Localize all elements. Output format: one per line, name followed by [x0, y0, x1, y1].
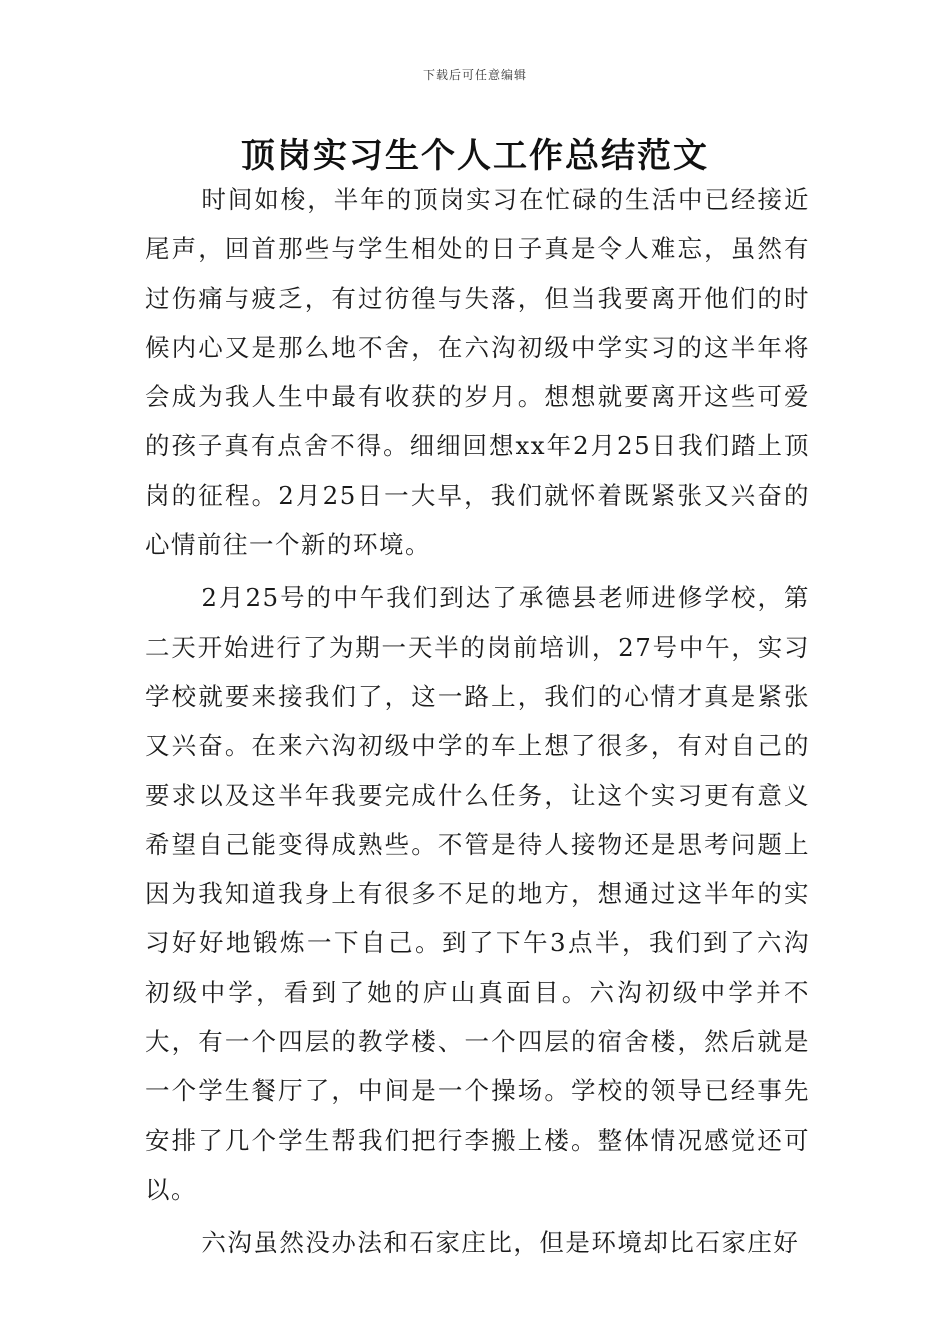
- paragraph: 六沟虽然没办法和石家庄比，但是环境却比石家庄好: [201, 1228, 800, 1258]
- document-title: 顶岗实习生个人工作总结范文: [241, 136, 709, 176]
- paragraph: 时间如梭，半年的顶岗实习在忙碌的生活中已经接近尾声，回首那些与学生相处的日子真是令人难忘，虽然有过伤痛与疲乏，有过彷徨与失落，但当我要离开他们的时候内心又是那么地不舍，在六沟初级中学实习的这半年将会成为我人生中最有收获的岁月。想想就要离开这些可爱的孩子真有点舍不得。细细回想xx年2月25日我们踏上顶岗的征程。2月25日一大早，我们就怀着既紧张又兴奋的心情前往一个新的环境。: [145, 185, 810, 560]
- header-note: 下载后可任意编辑: [422, 68, 527, 82]
- paragraph: 2月25号的中午我们到达了承德县老师进修学校，第二天开始进行了为期一天半的岗前培训，27号中午，实习学校就要来接我们了，这一路上，我们的心情才真是紧张又兴奋。在来六沟初级中学的车上想了很多，有对自己的要求以及这半年我要完成什么任务，让这个实习更有意义希望自己能变得成熟些。不管是待人接物还是思考问题上因为我知道我身上有很多不足的地方，想通过这半年的实习好好地锻炼一下自己。到了下午3点半，我们到了六沟初级中学，看到了她的庐山真面目。六沟初级中学并不大，有一个四层的教学楼、一个四层的宿舍楼，然后就是一个学生餐厅了，中间是一个操场。学校的领导已经事先安排了几个学生帮我们把行李搬上楼。整体情况感觉还可以。: [145, 583, 810, 1204]
- document-body: [145, 175, 810, 1268]
